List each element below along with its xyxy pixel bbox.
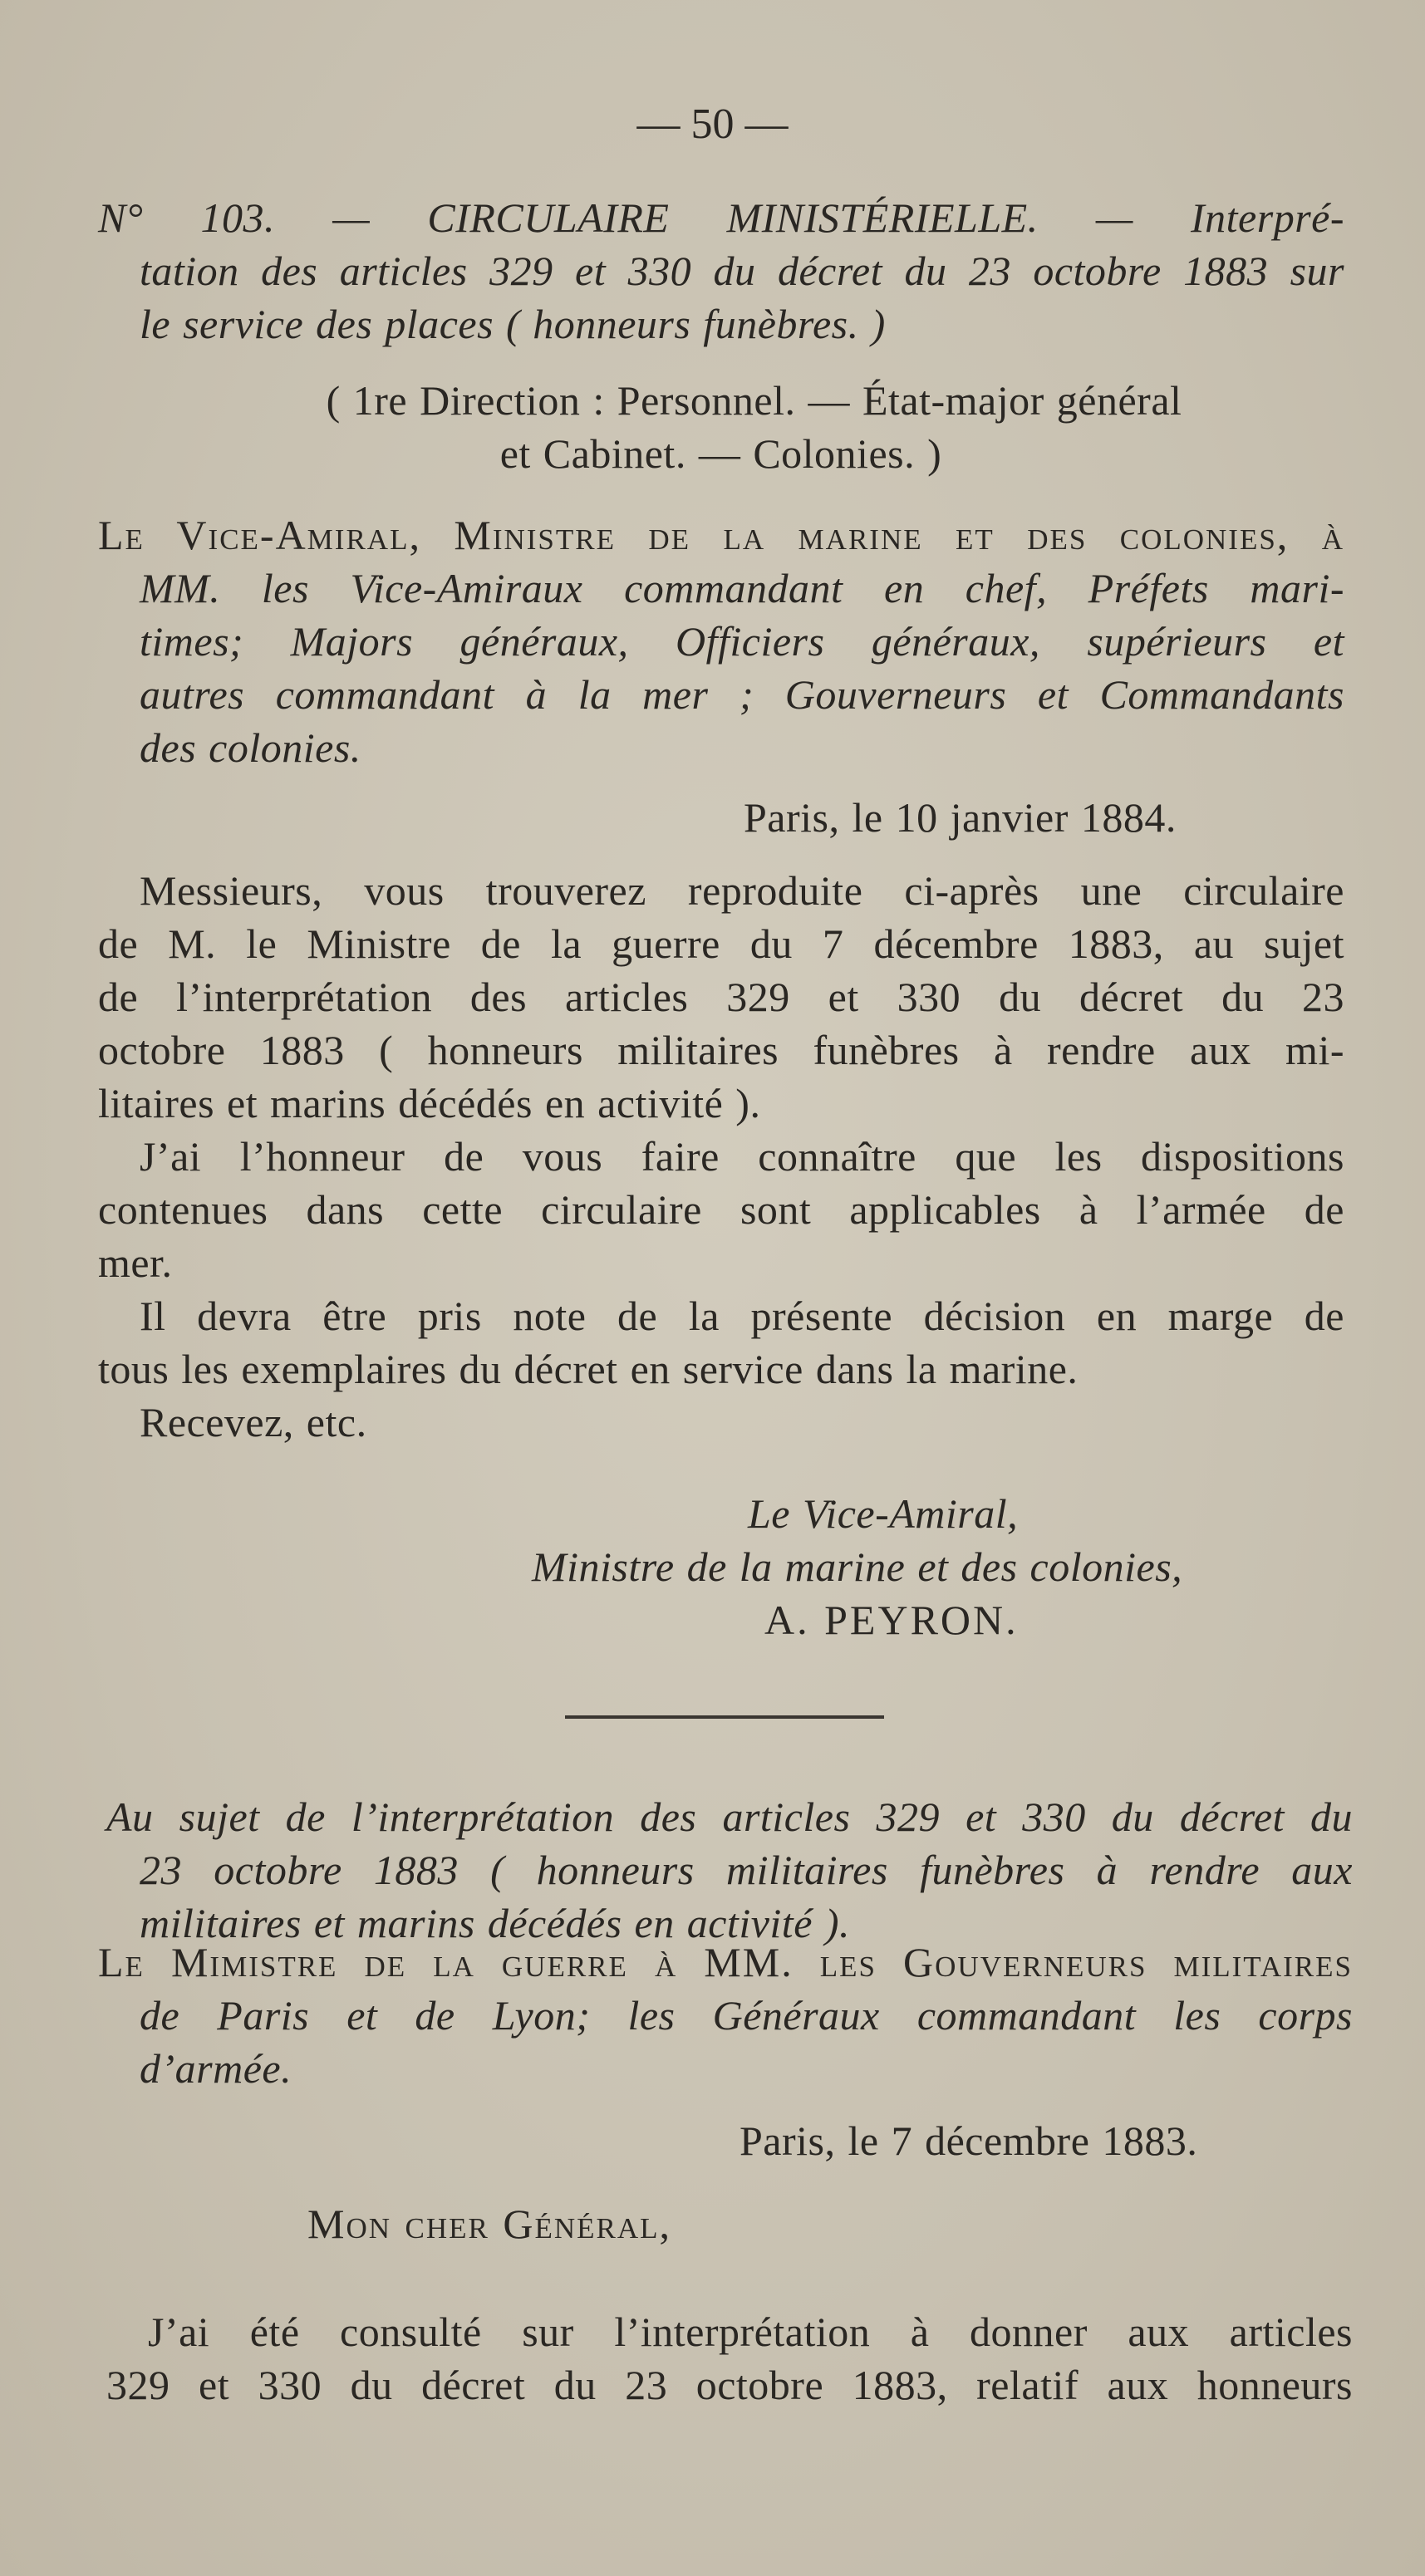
body-line: litaires et marins décédés en activité ). [98,1080,761,1126]
heading-line: tation des articles 329 et 330 du décret du 23 octobre 1883 sur [140,248,1344,294]
second-date: Paris, le 7 décembre 1883. [740,2117,1198,2164]
body-line: Il devra être pris note de la présente décision en marge de [140,1293,1344,1339]
circular-date: Paris, le 10 janvier 1884. [744,794,1177,841]
heading-line: le service des places ( honneurs funèbres. ) [140,301,886,347]
address-line: times; Majors généraux, Officiers généraux, supérieurs et [140,618,1344,665]
heading-line: N° 103. — CIRCULAIRE MINISTÉRIELLE. — Interpré- [98,194,1344,241]
circular-signature [0,1487,1425,1646]
body-line: J’ai l’honneur de vous faire connaître que les dispositions [140,1133,1344,1180]
direction-line: ( 1re Direction : Personnel. — État-major général [326,377,1182,424]
body-line: de l’interprétation des articles 329 et 330 du décret du 23 [98,974,1344,1020]
subject-line: 23 octobre 1883 ( honneurs militaires funèbres à rendre aux [140,1847,1353,1893]
address-line: Le Vice-Amiral, Ministre de la marine et des colonies, à [98,512,1344,558]
signature-title: Le Vice-Amiral, [748,1490,1019,1537]
circular-body [98,864,1344,1449]
body-line: Recevez, etc. [140,1399,367,1445]
second-body [106,2305,1353,2412]
signature-name: A. PEYRON. [764,1597,1019,1643]
section-divider [565,1715,884,1719]
body-line: mer. [98,1239,173,1286]
second-address [98,1936,1353,2095]
body-line: Messieurs, vous trouverez reproduite ci-après une circulaire [140,867,1344,914]
salutation: Mon cher Général, [307,2201,671,2247]
address-line: de Paris et de Lyon; les Généraux commandant les corps [140,1992,1353,2039]
page-number: — 50 — [636,101,789,148]
circular-address [98,508,1344,774]
subject-line: militaires et marins décédés en activité ). [140,1900,851,1946]
second-subject [106,1790,1353,1950]
address-line: d’armée. [140,2045,292,2092]
body-line: J’ai été consulté sur l’interprétation à donner aux articles [148,2309,1353,2355]
direction-line: et Cabinet. — Colonies. ) [499,430,942,477]
circular-heading [98,191,1344,351]
address-line: Le Mimistre de la guerre à MM. les Gouverneurs militaires [98,1939,1353,1985]
subject-line: Au sujet de l’interprétation des articles 329 et 330 du décret du [106,1793,1353,1840]
direction-note [0,374,1425,480]
body-line: contenues dans cette circulaire sont applicables à l’armée de [98,1186,1344,1233]
body-line: tous les exemplaires du décret en service dans la marine. [98,1346,1079,1392]
body-line: 329 et 330 du décret du 23 octobre 1883, relatif aux honneurs [106,2362,1353,2408]
body-line: octobre 1883 ( honneurs militaires funèbres à rendre aux mi- [98,1027,1344,1073]
body-line: de M. le Ministre de la guerre du 7 décembre 1883, au sujet [98,920,1344,967]
signature-role: Ministre de la marine et des colonies, [532,1543,1183,1590]
address-line: des colonies. [140,724,361,771]
address-line: MM. les Vice-Amiraux commandant en chef, Préfets mari- [140,565,1344,611]
address-line: autres commandant à la mer ; Gouverneurs et Commandants [140,671,1344,718]
